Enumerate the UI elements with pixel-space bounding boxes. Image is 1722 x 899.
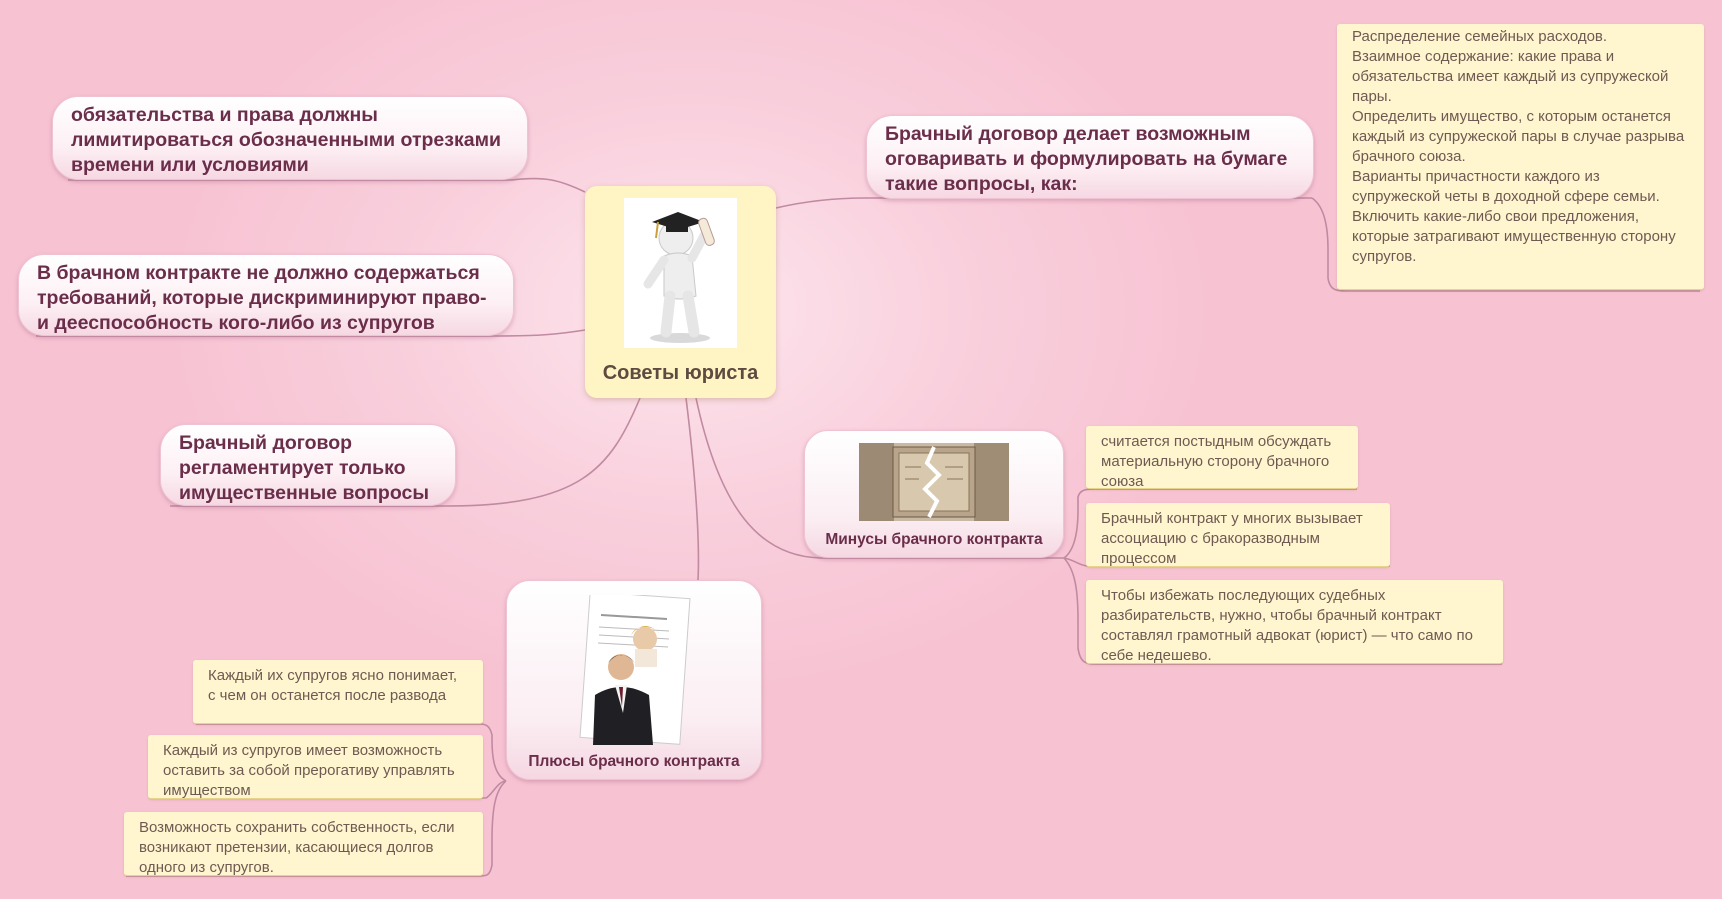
pros-note[interactable] xyxy=(193,660,483,724)
link-pros xyxy=(686,398,698,580)
pros-note-text: Каждый из супругов имеет возможность оставить за собой прерогативу управлять имуществом xyxy=(163,742,455,799)
link-issues xyxy=(776,198,1312,208)
topic-issues[interactable] xyxy=(866,115,1314,199)
cons-note[interactable] xyxy=(1086,426,1358,489)
pros-node[interactable] xyxy=(506,580,762,780)
topic-no-discrimination-text: В брачном контракте не должно содержаться требований, которые дискриминируют право- и дееспособность кого-либо из супругов xyxy=(37,262,487,334)
issues-note-line: Распределение семейных расходов. xyxy=(1352,28,1608,45)
cons-note[interactable] xyxy=(1086,580,1503,664)
issues-note-line: Определить имущество, с которым останется каждый из супружеской пары в случае разрыва брачного союза. xyxy=(1352,108,1685,165)
issues-note-line: Включить какие-либо свои предложения, которые затрагивают имущественную сторону супругов. xyxy=(1352,208,1676,265)
central-topic[interactable] xyxy=(585,186,776,398)
cons-note[interactable] xyxy=(1086,503,1390,567)
issues-note-line: Варианты причастности каждого из супружеской четы в доходной сфере семьи. xyxy=(1352,168,1660,205)
topic-limits-text: обязательства и права должны лимитироваться обозначенными отрезками времени или условиями xyxy=(71,104,501,176)
cons-node[interactable] xyxy=(804,430,1064,558)
cons-note-text: считается постыдным обсуждать материальную сторону брачного союза xyxy=(1101,433,1332,490)
topic-issues-text: Брачный договор делает возможным оговаривать и формулировать на бумаге такие вопросы, как: xyxy=(885,123,1288,195)
pros-note[interactable] xyxy=(148,735,483,799)
topic-no-discrimination[interactable] xyxy=(18,254,514,336)
central-topic-title: Советы юриста xyxy=(602,362,759,384)
cons-label: Минусы брачного контракта xyxy=(825,531,1043,548)
pros-label: Плюсы брачного контракта xyxy=(528,753,740,770)
topic-property-only[interactable] xyxy=(160,424,456,506)
graduate-figure-icon xyxy=(624,198,737,348)
pros-note[interactable] xyxy=(124,812,483,876)
issues-note[interactable] xyxy=(1337,24,1704,290)
torn-contract-photo xyxy=(859,443,1009,521)
link-limits xyxy=(68,179,585,193)
pros-note-text: Каждый их супругов ясно понимает, с чем он останется после развода xyxy=(208,667,458,704)
cons-note-text: Чтобы избежать последующих судебных разбирательств, нужно, чтобы брачный контракт составлял грамотный адвокат (юрист) — что само по себе недешево. xyxy=(1101,587,1473,664)
cons-note-text: Брачный контракт у многих вызывает ассоциацию с бракоразводным процессом xyxy=(1101,510,1363,567)
couple-contract-photo xyxy=(579,595,691,745)
topic-property-only-text: Брачный договор регламентирует только имущественные вопросы xyxy=(179,432,429,504)
issues-note-line: Взаимное содержание: какие права и обязательства имеет каждый из супружеской пары. xyxy=(1352,48,1669,105)
pros-note-text: Возможность сохранить собственность, если возникают претензии, касающиеся долгов одного из супругов. xyxy=(139,819,455,876)
topic-limits[interactable] xyxy=(52,96,528,180)
